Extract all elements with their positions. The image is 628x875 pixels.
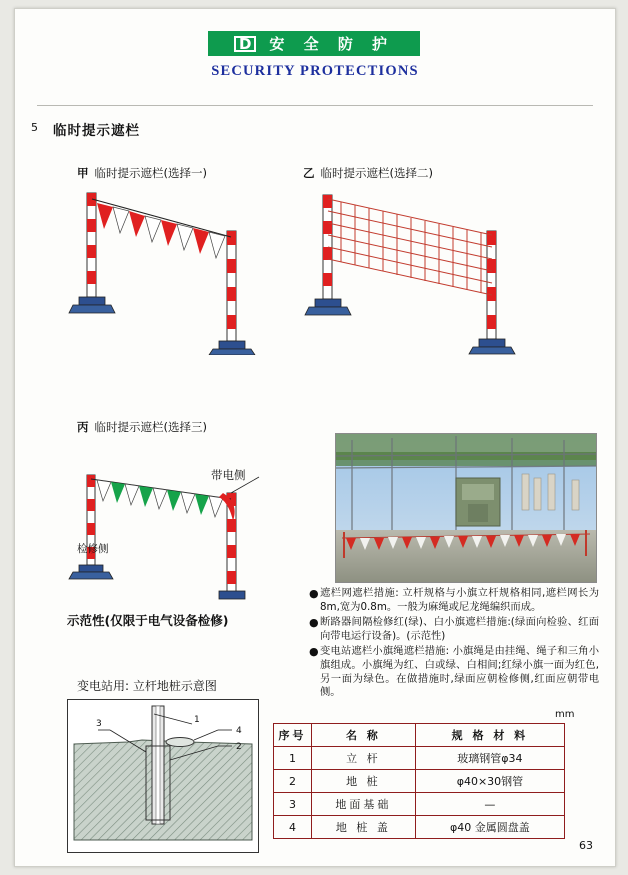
figure-tag-2: 乙 <box>303 166 315 180</box>
svg-text:3: 3 <box>96 719 102 729</box>
net-verticals <box>341 202 481 293</box>
table-row <box>274 770 565 793</box>
figure-1-drawing <box>45 185 295 355</box>
cell-name: 地面基础 <box>311 793 415 816</box>
figure-tag-1: 甲 <box>77 166 89 180</box>
notes-list <box>309 587 599 702</box>
cell-spec: 玻璃钢管φ34 <box>415 747 564 770</box>
table-row <box>274 816 565 839</box>
label-live-side: 带电侧 <box>211 468 246 482</box>
cell-index: 1 <box>274 747 312 770</box>
figure-3-drawing <box>45 441 305 601</box>
left-pole-2 <box>305 195 351 315</box>
cell-index: 3 <box>274 793 312 816</box>
figure-caption-text-3: 临时提示遮栏(选择三) <box>94 420 207 434</box>
svg-text:1: 1 <box>194 715 200 725</box>
note-item <box>309 587 599 614</box>
page-number: 63 <box>579 839 593 852</box>
flag-row-3 <box>97 480 223 517</box>
header-badge-title: 安 全 防 护 <box>269 35 395 53</box>
cell-name: 地 桩 盖 <box>311 816 415 839</box>
table-unit: mm <box>555 709 575 720</box>
site-photo <box>335 433 597 583</box>
spec-table <box>273 723 565 839</box>
table-header-cell: 序号 <box>274 724 312 747</box>
header-badge-letter: D <box>234 36 256 52</box>
cell-index: 2 <box>274 770 312 793</box>
detail-caption: 变电站用: 立杆地桩示意图 <box>77 679 217 693</box>
bullet-icon: ● <box>309 616 319 630</box>
header-english-title: SECURITY PROTECTIONS <box>211 63 419 79</box>
document-page <box>14 8 616 867</box>
header-banner <box>208 31 420 56</box>
figure-caption-3 <box>77 419 207 435</box>
bullet-icon: ● <box>309 645 319 659</box>
detail-drawing <box>67 699 259 853</box>
svg-text:4: 4 <box>236 726 242 736</box>
cell-spec: φ40×30钢管 <box>415 770 564 793</box>
note-text: 遮栏网遮栏措施: 立杆规格与小旗立杆规格相同,遮栏网长为8m,宽为0.8m。一般为麻绳或尼龙绳编织而成。 <box>320 587 599 613</box>
figure-caption-text-2: 临时提示遮栏(选择二) <box>320 166 433 180</box>
note-text: 变电站遮栏小旗绳遮栏措施: 小旗绳是由挂绳、绳子和三角小旗组成。小旗绳为红、白或绿、白相间;红绿小旗一面为红色,另一面为绿色。在做措施时,绿面应朝检修侧,红面应朝带电侧。 <box>320 645 599 699</box>
figure-caption-2 <box>303 165 433 181</box>
table-header-cell: 名 称 <box>311 724 415 747</box>
demo-note: 示范性(仅限于电气设备检修) <box>67 613 229 628</box>
bullet-icon: ● <box>309 587 319 600</box>
figure-caption-text-1: 临时提示遮栏(选择一) <box>94 166 207 180</box>
figure-caption-1 <box>77 165 207 181</box>
cell-name: 地 桩 <box>311 770 415 793</box>
table-row <box>274 747 565 770</box>
section-title: 临时提示遮栏 <box>53 123 140 139</box>
cell-spec: — <box>415 793 564 816</box>
section-number: 5 <box>31 121 38 134</box>
note-item <box>309 616 599 643</box>
note-item <box>309 645 599 699</box>
cell-name: 立 杆 <box>311 747 415 770</box>
figure-tag-3: 丙 <box>77 420 89 434</box>
figure-2-drawing <box>273 185 543 355</box>
right-pole-2 <box>469 231 515 354</box>
cell-spec: φ40 金属圆盘盖 <box>415 816 564 839</box>
table-header-row <box>274 724 565 747</box>
table-row <box>274 793 565 816</box>
cell-index: 4 <box>274 816 312 839</box>
note-text: 断路器间隔检修红(绿)、白小旗遮栏措施:(绿面向检验、红面向带电运行设备)。(示范性) <box>320 616 599 642</box>
svg-text:2: 2 <box>236 742 242 752</box>
header-divider <box>37 105 593 106</box>
table-header-cell: 规 格 材 料 <box>415 724 564 747</box>
label-maintenance-side: 检修侧 <box>77 543 109 555</box>
